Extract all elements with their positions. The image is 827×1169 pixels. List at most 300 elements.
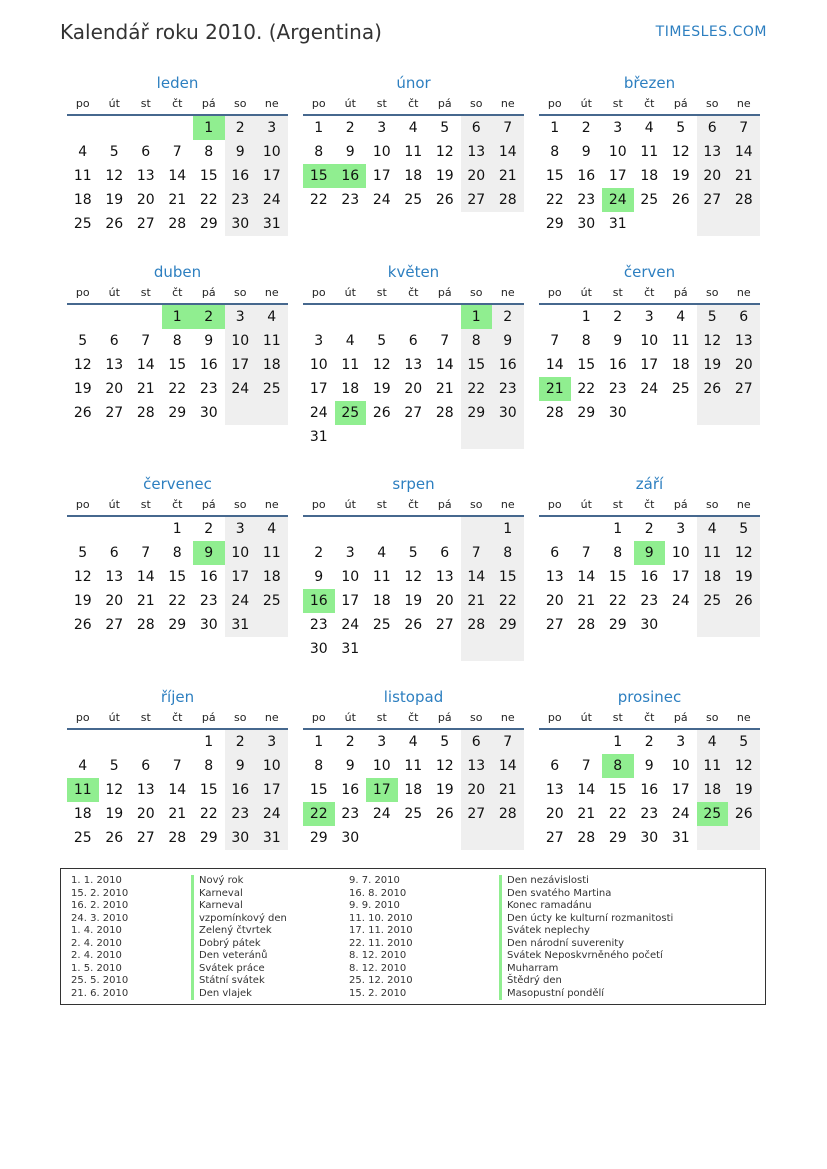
day-cell[interactable]: 20 [105,593,124,609]
day-cell[interactable]: 26 [435,192,454,208]
day-cell[interactable]: 18 [404,168,423,184]
day-cell[interactable]: 14 [492,754,524,778]
day-cell[interactable]: 19 [435,168,454,184]
day-cell[interactable]: 28 [577,830,596,846]
day-cell[interactable]: 1 [581,309,591,325]
day-cell[interactable]: 24 [640,381,659,397]
day-cell[interactable]: 20 [435,593,454,609]
day-cell[interactable]: 6 [109,333,119,349]
day-cell[interactable]: 30 [640,617,659,633]
day-cell[interactable]: 1 [461,305,493,329]
day-cell[interactable]: 29 [309,830,328,846]
day-cell[interactable]: 28 [435,405,454,421]
day-cell[interactable]: 8 [204,758,214,774]
day-cell[interactable]: 12 [105,782,124,798]
day-cell[interactable]: 6 [461,116,493,140]
day-cell[interactable]: 21 [577,593,596,609]
day-cell[interactable]: 16 [492,353,524,377]
day-cell[interactable]: 17 [608,168,627,184]
day-cell[interactable]: 28 [168,830,187,846]
day-cell[interactable]: 30 [309,641,328,657]
day-cell[interactable]: 1 [314,120,324,136]
day-cell[interactable]: 5 [377,333,387,349]
day-cell[interactable]: 5 [78,545,88,561]
day-cell[interactable]: 6 [109,545,119,561]
day-cell[interactable]: 27 [545,617,564,633]
day-cell[interactable]: 7 [492,730,524,754]
day-cell[interactable]: 2 [613,309,623,325]
day-cell[interactable]: 20 [404,381,423,397]
day-cell[interactable]: 24 [341,617,360,633]
day-cell[interactable]: 24 [256,188,288,212]
day-cell[interactable]: 25 [73,830,92,846]
day-cell[interactable]: 17 [256,164,288,188]
day-cell[interactable]: 21 [492,164,524,188]
brand-link[interactable]: TIMESLES.COM [655,24,767,40]
day-cell[interactable]: 7 [461,541,493,565]
day-cell[interactable]: 18 [73,192,92,208]
day-cell[interactable]: 25 [73,216,92,232]
day-cell[interactable]: 15 [168,357,187,373]
day-cell[interactable]: 13 [105,357,124,373]
day-cell[interactable]: 30 [640,830,659,846]
day-cell[interactable]: 14 [577,569,596,585]
day-cell[interactable]: 4 [345,333,355,349]
day-cell[interactable]: 22 [608,593,627,609]
day-cell[interactable]: 18 [256,565,288,589]
day-cell[interactable]: 10 [341,569,360,585]
day-cell[interactable]: 21 [539,377,571,401]
day-cell[interactable]: 15 [461,353,493,377]
day-cell[interactable]: 2 [193,305,225,329]
day-cell[interactable]: 19 [697,353,729,377]
day-cell[interactable]: 1 [204,734,214,750]
day-cell[interactable]: 11 [256,329,288,353]
day-cell[interactable]: 24 [602,188,634,212]
day-cell[interactable]: 31 [608,216,627,232]
day-cell[interactable]: 3 [345,545,355,561]
day-cell[interactable]: 26 [73,617,92,633]
day-cell[interactable]: 5 [408,545,418,561]
day-cell[interactable]: 31 [309,429,328,445]
day-cell[interactable]: 4 [78,144,88,160]
day-cell[interactable]: 26 [697,377,729,401]
day-cell[interactable]: 5 [440,120,450,136]
day-cell[interactable]: 7 [581,758,591,774]
day-cell[interactable]: 20 [728,353,760,377]
day-cell[interactable]: 18 [73,806,92,822]
day-cell[interactable]: 16 [608,357,627,373]
day-cell[interactable]: 14 [577,782,596,798]
day-cell[interactable]: 9 [204,333,214,349]
day-cell[interactable]: 17 [225,353,257,377]
day-cell[interactable]: 22 [309,192,328,208]
day-cell[interactable]: 24 [372,806,391,822]
day-cell[interactable]: 15 [199,168,218,184]
day-cell[interactable]: 26 [728,802,760,826]
day-cell[interactable]: 20 [697,164,729,188]
day-cell[interactable]: 23 [199,381,218,397]
day-cell[interactable]: 1 [613,734,623,750]
day-cell[interactable]: 27 [105,405,124,421]
day-cell[interactable]: 21 [168,192,187,208]
day-cell[interactable]: 3 [377,120,387,136]
day-cell[interactable]: 20 [545,806,564,822]
day-cell[interactable]: 6 [697,116,729,140]
day-cell[interactable]: 1 [172,521,182,537]
day-cell[interactable]: 11 [372,569,391,585]
day-cell[interactable]: 3 [225,517,257,541]
day-cell[interactable]: 22 [303,802,335,826]
day-cell[interactable]: 13 [105,569,124,585]
day-cell[interactable]: 3 [225,305,257,329]
day-cell[interactable]: 3 [676,521,686,537]
day-cell[interactable]: 10 [225,329,257,353]
day-cell[interactable]: 26 [105,830,124,846]
day-cell[interactable]: 26 [404,617,423,633]
day-cell[interactable]: 16 [225,164,257,188]
day-cell[interactable]: 11 [404,758,423,774]
day-cell[interactable]: 8 [172,545,182,561]
day-cell[interactable]: 30 [492,401,524,425]
day-cell[interactable]: 21 [435,381,454,397]
day-cell[interactable]: 16 [577,168,596,184]
day-cell[interactable]: 23 [309,617,328,633]
day-cell[interactable]: 31 [256,826,288,850]
day-cell[interactable]: 2 [225,116,257,140]
day-cell[interactable]: 26 [728,589,760,613]
day-cell[interactable]: 12 [372,357,391,373]
day-cell[interactable]: 30 [225,826,257,850]
day-cell[interactable]: 4 [78,758,88,774]
day-cell[interactable]: 6 [408,333,418,349]
day-cell[interactable]: 11 [671,333,690,349]
day-cell[interactable]: 7 [141,333,151,349]
day-cell[interactable]: 27 [461,802,493,826]
day-cell[interactable]: 16 [341,782,360,798]
day-cell[interactable]: 20 [105,381,124,397]
day-cell[interactable]: 4 [408,120,418,136]
day-cell[interactable]: 6 [728,305,760,329]
day-cell[interactable]: 10 [671,758,690,774]
day-cell[interactable]: 22 [577,381,596,397]
day-cell[interactable]: 16 [199,569,218,585]
day-cell[interactable]: 14 [435,357,454,373]
day-cell[interactable]: 20 [136,192,155,208]
day-cell[interactable]: 17 [225,565,257,589]
day-cell[interactable]: 17 [366,778,398,802]
day-cell[interactable]: 29 [168,405,187,421]
day-cell[interactable]: 20 [545,593,564,609]
day-cell[interactable]: 27 [435,617,454,633]
day-cell[interactable]: 13 [136,168,155,184]
day-cell[interactable]: 28 [545,405,564,421]
day-cell[interactable]: 24 [225,377,257,401]
day-cell[interactable]: 15 [492,565,524,589]
day-cell[interactable]: 28 [577,617,596,633]
day-cell[interactable]: 13 [136,782,155,798]
day-cell[interactable]: 29 [461,401,493,425]
day-cell[interactable]: 8 [172,333,182,349]
day-cell[interactable]: 29 [199,216,218,232]
day-cell[interactable]: 27 [136,830,155,846]
day-cell[interactable]: 5 [676,120,686,136]
day-cell[interactable]: 7 [550,333,560,349]
day-cell[interactable]: 1 [193,116,225,140]
day-cell[interactable]: 2 [204,521,214,537]
day-cell[interactable]: 19 [73,593,92,609]
day-cell[interactable]: 22 [199,192,218,208]
day-cell[interactable]: 7 [172,758,182,774]
day-cell[interactable]: 6 [141,758,151,774]
day-cell[interactable]: 12 [697,329,729,353]
day-cell[interactable]: 1 [162,305,194,329]
day-cell[interactable]: 14 [461,565,493,589]
day-cell[interactable]: 18 [404,782,423,798]
day-cell[interactable]: 8 [613,545,623,561]
day-cell[interactable]: 6 [440,545,450,561]
day-cell[interactable]: 20 [461,778,493,802]
day-cell[interactable]: 25 [256,377,288,401]
day-cell[interactable]: 22 [461,377,493,401]
day-cell[interactable]: 2 [492,305,524,329]
day-cell[interactable]: 24 [309,405,328,421]
day-cell[interactable]: 11 [697,754,729,778]
day-cell[interactable]: 8 [461,329,493,353]
day-cell[interactable]: 14 [492,140,524,164]
day-cell[interactable]: 12 [435,144,454,160]
day-cell[interactable]: 20 [136,806,155,822]
day-cell[interactable]: 19 [728,778,760,802]
day-cell[interactable]: 12 [435,758,454,774]
day-cell[interactable]: 3 [256,116,288,140]
day-cell[interactable]: 25 [335,401,367,425]
day-cell[interactable]: 15 [608,569,627,585]
day-cell[interactable]: 15 [199,782,218,798]
day-cell[interactable]: 23 [577,192,596,208]
day-cell[interactable]: 15 [309,782,328,798]
day-cell[interactable]: 22 [608,806,627,822]
day-cell[interactable]: 3 [256,730,288,754]
day-cell[interactable]: 3 [314,333,324,349]
day-cell[interactable]: 19 [105,806,124,822]
day-cell[interactable]: 16 [640,569,659,585]
day-cell[interactable]: 13 [697,140,729,164]
day-cell[interactable]: 4 [408,734,418,750]
day-cell[interactable]: 1 [613,521,623,537]
day-cell[interactable]: 17 [256,778,288,802]
day-cell[interactable]: 6 [141,144,151,160]
day-cell[interactable]: 3 [613,120,623,136]
day-cell[interactable]: 29 [608,617,627,633]
day-cell[interactable]: 27 [404,405,423,421]
day-cell[interactable]: 15 [608,782,627,798]
day-cell[interactable]: 19 [404,593,423,609]
day-cell[interactable]: 17 [671,569,690,585]
day-cell[interactable]: 12 [404,569,423,585]
day-cell[interactable]: 28 [492,802,524,826]
day-cell[interactable]: 29 [199,830,218,846]
day-cell[interactable]: 21 [728,164,760,188]
day-cell[interactable]: 14 [168,168,187,184]
day-cell[interactable]: 28 [136,405,155,421]
day-cell[interactable]: 21 [168,806,187,822]
day-cell[interactable]: 23 [225,802,257,826]
day-cell[interactable]: 21 [492,778,524,802]
day-cell[interactable]: 23 [640,806,659,822]
day-cell[interactable]: 12 [671,144,690,160]
day-cell[interactable]: 16 [640,782,659,798]
day-cell[interactable]: 30 [225,212,257,236]
day-cell[interactable]: 4 [697,730,729,754]
day-cell[interactable]: 9 [314,569,324,585]
day-cell[interactable]: 26 [435,806,454,822]
day-cell[interactable]: 13 [545,782,564,798]
day-cell[interactable]: 2 [644,521,654,537]
day-cell[interactable]: 16 [225,778,257,802]
day-cell[interactable]: 22 [492,589,524,613]
day-cell[interactable]: 13 [461,754,493,778]
day-cell[interactable]: 24 [671,806,690,822]
day-cell[interactable]: 21 [461,589,493,613]
day-cell[interactable]: 3 [644,309,654,325]
day-cell[interactable]: 19 [73,381,92,397]
day-cell[interactable]: 16 [199,357,218,373]
day-cell[interactable]: 2 [581,120,591,136]
day-cell[interactable]: 4 [256,305,288,329]
day-cell[interactable]: 7 [440,333,450,349]
day-cell[interactable]: 8 [550,144,560,160]
day-cell[interactable]: 20 [461,164,493,188]
day-cell[interactable]: 29 [168,617,187,633]
day-cell[interactable]: 10 [309,357,328,373]
day-cell[interactable]: 19 [671,168,690,184]
day-cell[interactable]: 1 [492,517,524,541]
day-cell[interactable]: 31 [341,641,360,657]
day-cell[interactable]: 1 [550,120,560,136]
day-cell[interactable]: 24 [671,593,690,609]
day-cell[interactable]: 24 [225,589,257,613]
day-cell[interactable]: 2 [314,545,324,561]
day-cell[interactable]: 29 [545,216,564,232]
day-cell[interactable]: 7 [581,545,591,561]
day-cell[interactable]: 23 [225,188,257,212]
day-cell[interactable]: 14 [168,782,187,798]
day-cell[interactable]: 25 [671,381,690,397]
day-cell[interactable]: 21 [136,381,155,397]
day-cell[interactable]: 19 [372,381,391,397]
day-cell[interactable]: 25 [640,192,659,208]
day-cell[interactable]: 9 [225,754,257,778]
day-cell[interactable]: 9 [345,144,355,160]
day-cell[interactable]: 31 [225,613,257,637]
day-cell[interactable]: 4 [377,545,387,561]
day-cell[interactable]: 22 [168,593,187,609]
day-cell[interactable]: 30 [341,830,360,846]
day-cell[interactable]: 11 [640,144,659,160]
day-cell[interactable]: 10 [225,541,257,565]
day-cell[interactable]: 14 [728,140,760,164]
day-cell[interactable]: 4 [256,517,288,541]
day-cell[interactable]: 13 [435,569,454,585]
day-cell[interactable]: 3 [377,734,387,750]
day-cell[interactable]: 7 [172,144,182,160]
day-cell[interactable]: 29 [492,613,524,637]
day-cell[interactable]: 9 [225,140,257,164]
day-cell[interactable]: 1 [314,734,324,750]
day-cell[interactable]: 22 [545,192,564,208]
day-cell[interactable]: 9 [345,758,355,774]
day-cell[interactable]: 11 [73,168,92,184]
day-cell[interactable]: 11 [341,357,360,373]
day-cell[interactable]: 24 [372,192,391,208]
day-cell[interactable]: 14 [136,569,155,585]
day-cell[interactable]: 21 [577,806,596,822]
day-cell[interactable]: 2 [345,120,355,136]
day-cell[interactable]: 5 [728,517,760,541]
day-cell[interactable]: 13 [545,569,564,585]
day-cell[interactable]: 14 [136,357,155,373]
day-cell[interactable]: 2 [644,734,654,750]
day-cell[interactable]: 29 [577,405,596,421]
day-cell[interactable]: 19 [728,565,760,589]
day-cell[interactable]: 16 [335,164,367,188]
day-cell[interactable]: 13 [461,140,493,164]
day-cell[interactable]: 19 [435,782,454,798]
day-cell[interactable]: 29 [608,830,627,846]
day-cell[interactable]: 27 [697,188,729,212]
day-cell[interactable]: 8 [314,758,324,774]
day-cell[interactable]: 8 [314,144,324,160]
day-cell[interactable]: 15 [168,569,187,585]
day-cell[interactable]: 10 [372,758,391,774]
day-cell[interactable]: 25 [256,589,288,613]
day-cell[interactable]: 16 [303,589,335,613]
day-cell[interactable]: 28 [728,188,760,212]
day-cell[interactable]: 30 [608,405,627,421]
day-cell[interactable]: 12 [73,569,92,585]
day-cell[interactable]: 9 [613,333,623,349]
day-cell[interactable]: 15 [577,357,596,373]
day-cell[interactable]: 18 [671,357,690,373]
day-cell[interactable]: 18 [640,168,659,184]
day-cell[interactable]: 30 [199,405,218,421]
day-cell[interactable]: 15 [303,164,335,188]
day-cell[interactable]: 27 [136,216,155,232]
day-cell[interactable]: 8 [581,333,591,349]
day-cell[interactable]: 28 [168,216,187,232]
day-cell[interactable]: 8 [602,754,634,778]
day-cell[interactable]: 22 [168,381,187,397]
day-cell[interactable]: 9 [492,329,524,353]
day-cell[interactable]: 28 [461,613,493,637]
day-cell[interactable]: 31 [256,212,288,236]
day-cell[interactable]: 27 [545,830,564,846]
day-cell[interactable]: 10 [256,754,288,778]
day-cell[interactable]: 25 [697,589,729,613]
day-cell[interactable]: 9 [634,541,666,565]
day-cell[interactable]: 25 [404,192,423,208]
day-cell[interactable]: 6 [550,758,560,774]
day-cell[interactable]: 17 [372,168,391,184]
day-cell[interactable]: 22 [199,806,218,822]
day-cell[interactable]: 10 [640,333,659,349]
day-cell[interactable]: 12 [728,754,760,778]
day-cell[interactable]: 23 [341,192,360,208]
day-cell[interactable]: 6 [461,730,493,754]
day-cell[interactable]: 28 [492,188,524,212]
day-cell[interactable]: 13 [404,357,423,373]
